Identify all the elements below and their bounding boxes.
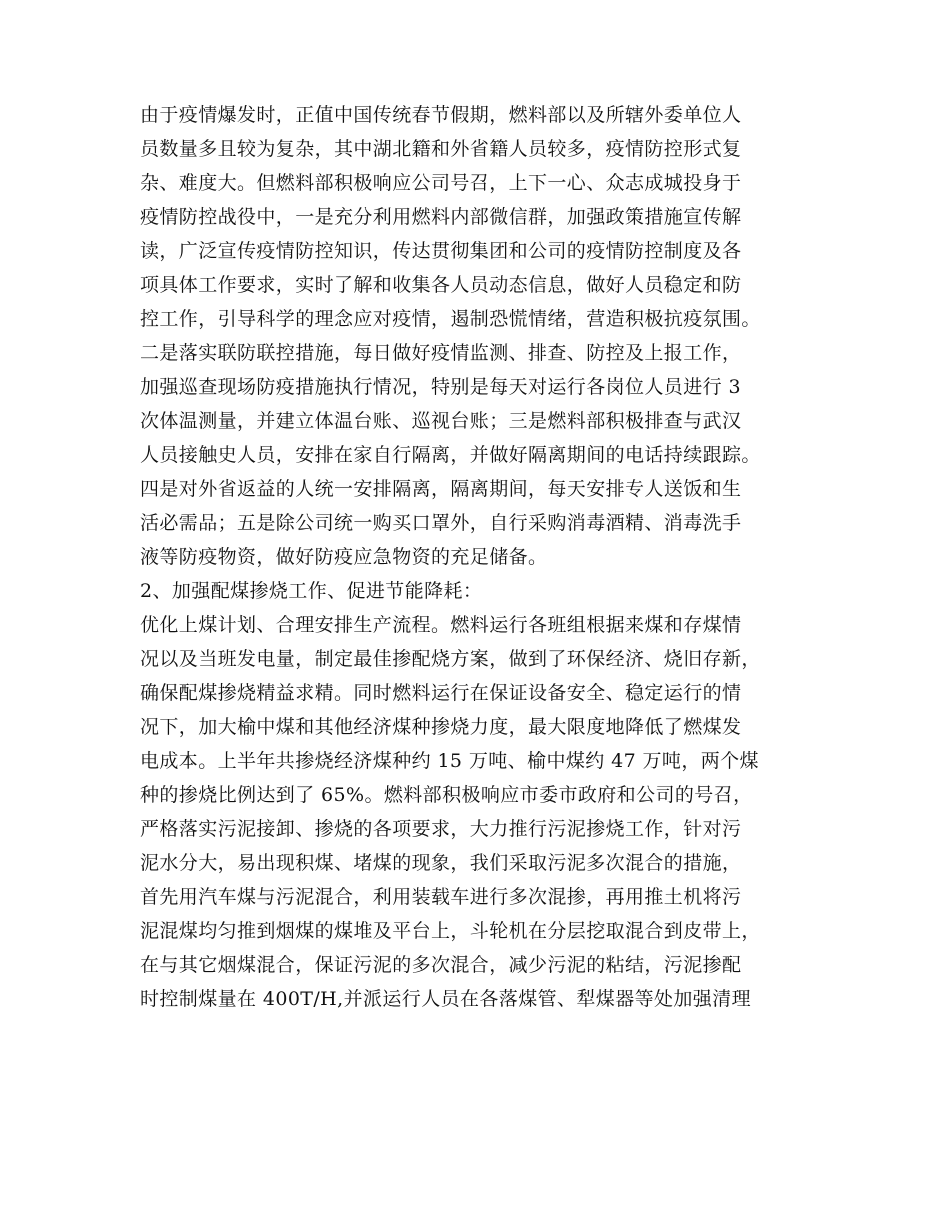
- text-line: 确保配煤掺烧精益求精。同时燃料运行在保证设备安全、稳定运行的情: [140, 682, 742, 704]
- text-line: 人员接触史人员，安排在家自行隔离，并做好隔离期间的电话持续跟踪。: [140, 444, 761, 466]
- text-line: 加强巡查现场防疫措施执行情况，特别是每天对运行各岗位人员进行 3: [140, 376, 741, 398]
- text-line: 首先用汽车煤与污泥混合，利用装载车进行多次混掺，再用推土机将污: [140, 886, 742, 908]
- text-line: 泥水分大，易出现积煤、堵煤的现象，我们采取污泥多次混合的措施，: [140, 852, 742, 874]
- text-line: 泥混煤均匀推到烟煤的煤堆及平台上，斗轮机在分层挖取混合到皮带上，: [140, 920, 761, 942]
- text-line: 项具体工作要求，实时了解和收集各人员动态信息，做好人员稳定和防: [140, 274, 742, 296]
- body-text: [140, 98, 830, 1016]
- text-line: 活必需品；五是除公司统一购买口罩外，自行采购消毒酒精、消毒洗手: [140, 512, 742, 534]
- text-line: 优化上煤计划、合理安排生产流程。燃料运行各班组根据来煤和存煤情: [140, 614, 742, 636]
- text-line: 由于疫情爆发时，正值中国传统春节假期，燃料部以及所辖外委单位人: [140, 104, 742, 126]
- text-line: 杂、难度大。但燃料部积极响应公司号召，上下一心、众志成城投身于: [140, 172, 742, 194]
- text-line: 况以及当班发电量，制定最佳掺配烧方案，做到了环保经济、烧旧存新，: [140, 648, 761, 670]
- text-line: 疫情防控战役中，一是充分利用燃料内部微信群，加强政策措施宣传解: [140, 206, 742, 228]
- text-line: 严格落实污泥接卸、掺烧的各项要求，大力推行污泥掺烧工作，针对污: [140, 818, 742, 840]
- text-line: 员数量多且较为复杂，其中湖北籍和外省籍人员较多，疫情防控形式复: [140, 138, 742, 160]
- text-line: 二是落实联防联控措施，每日做好疫情监测、排查、防控及上报工作，: [140, 342, 742, 364]
- text-line: 电成本。上半年共掺烧经济煤种约 15 万吨、榆中煤约 47 万吨，两个煤: [140, 750, 759, 772]
- text-line: 种的掺烧比例达到了 65%。燃料部积极响应市委市政府和公司的号召，: [140, 784, 753, 806]
- text-line: 在与其它烟煤混合，保证污泥的多次混合，减少污泥的粘结，污泥掺配: [140, 954, 742, 976]
- text-line: 四是对外省返益的人统一安排隔离，隔离期间，每天安排专人送饭和生: [140, 478, 742, 500]
- text-line: 次体温测量，并建立体温台账、巡视台账；三是燃料部积极排查与武汉: [140, 410, 742, 432]
- section-heading: 2、加强配煤掺烧工作、促进节能降耗：: [140, 580, 483, 602]
- text-line: 读，广泛宣传疫情防控知识，传达贯彻集团和公司的疫情防控制度及各: [140, 240, 742, 262]
- text-line: 时控制煤量在 400T/H,并派运行人员在各落煤管、犁煤器等处加强清理: [140, 988, 751, 1010]
- text-line: 控工作，引导科学的理念应对疫情，遏制恐慌情绪，营造积极抗疫氛围。: [140, 308, 761, 330]
- text-line: 况下，加大榆中煤和其他经济煤种掺烧力度，最大限度地降低了燃煤发: [140, 716, 742, 738]
- text-line: 液等防疫物资，做好防疫应急物资的充足储备。: [140, 546, 548, 568]
